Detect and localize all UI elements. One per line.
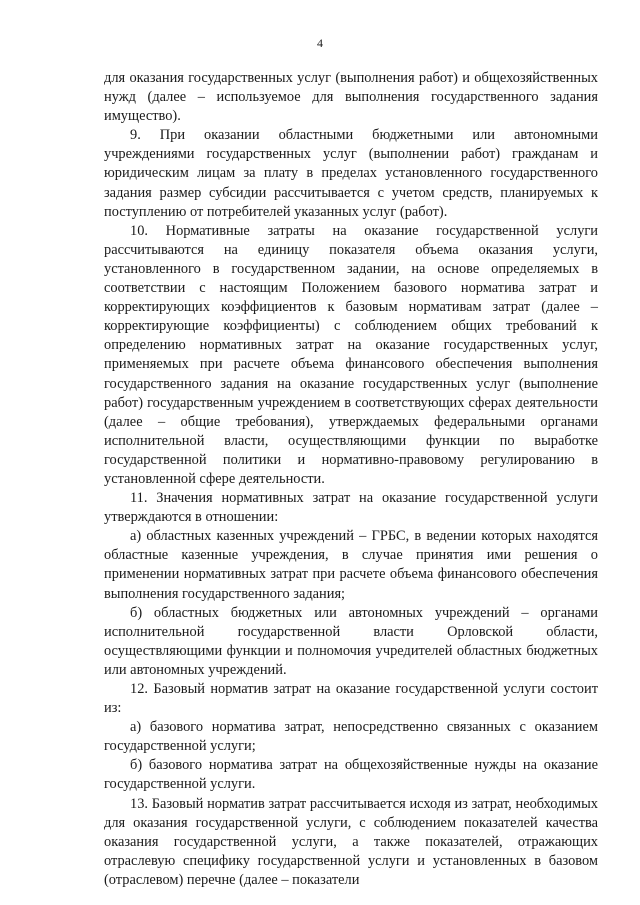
paragraph-11-a: а) областных казенных учреждений – ГРБС, в ведении которых находятся областные казенные учреждения, в случае принятия ими решения о применении нормативных затрат при расчете объема финансового обеспечения выполнения государственного задания; — [104, 528, 598, 602]
paragraph-10: 10. Нормативные затраты на оказание государственной услуги рассчитываются на единицу показателя объема оказания услуги, установленного в государственном задании, на основе определяемых в соответствии с настоящим Положением базового норматива затрат и корректирующих коэффициентов к базовым нормативам затрат (далее – корректирующие коэффициенты) с соблюдением общих требований к определению нормативных затрат на оказание государственных услуг, применяемых при расчете объема финансового обеспечения выполнения государственного задания на оказание государственных услуг (выполнение работ) государственным учреждением в соответствующих сферах деятельности (далее – общие требования), утверждаемых федеральными органами исполнительной власти, осуществляющими функции по выработке государственной политики и нормативно-правовому регулированию в установленной сфере деятельности. — [104, 222, 598, 487]
paragraph-continuation: для оказания государственных услуг (выполнения работ) и общехозяйственных нужд (далее – используемое для выполнения государственного задания имущество). — [104, 70, 598, 125]
paragraph-9: 9. При оказании областными бюджетными или автономными учреждениями государственных услуг (выполнении работ) гражданам и юридическим лицам за плату в пределах установленного государственного задания размер субсидии рассчитывается с учетом средств, планируемых к поступлению от потребителей указанных услуг (работ). — [104, 127, 598, 220]
paragraph-12-a: а) базового норматива затрат, непосредственно связанных с оказанием государственной услуги; — [104, 719, 598, 755]
paragraph-11-b: б) областных бюджетных или автономных учреждений – органами исполнительной государственной власти Орловской области, осуществляющими функции и полномочия учредителей областных бюджетных или автономных учреждений. — [104, 604, 598, 678]
document-body — [104, 69, 598, 890]
paragraph-11: 11. Значения нормативных затрат на оказание государственной услуги утверждаются в отношении: — [104, 490, 598, 526]
page-number: 4 — [317, 36, 323, 50]
paragraph-12-b: б) базового норматива затрат на общехозяйственные нужды на оказание государственной услуги. — [104, 757, 598, 793]
paragraph-13: 13. Базовый норматив затрат рассчитывается исходя из затрат, необходимых для оказания государственной услуги, с соблюдением показателей качества оказания государственной услуги, а также показателей, отражающих отраслевую специфику государственной услуги и установленных в базовом (отраслевом) перечне (далее – показатели — [104, 795, 598, 888]
paragraph-12: 12. Базовый норматив затрат на оказание государственной услуги состоит из: — [104, 681, 598, 717]
